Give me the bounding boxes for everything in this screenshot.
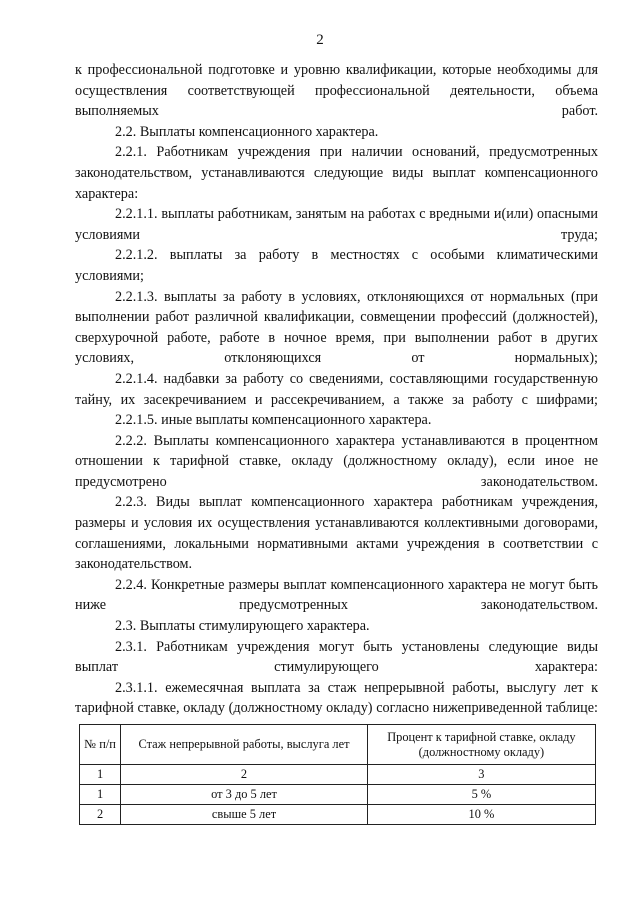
document-body (75, 60, 598, 719)
paragraph-2-3-1-1: 2.3.1.1. ежемесячная выплата за стаж непрерывной работы, выслугу лет к тарифной ставке, окладу (должностному окладу) согласно нижеприведенной таблице: (75, 679, 598, 717)
table-cell-percent: 10 % (367, 805, 595, 825)
table-cell-seniority: свыше 5 лет (121, 805, 368, 825)
table-cell-percent: 5 % (367, 785, 595, 805)
paragraph-2-2-3: 2.2.3. Виды выплат компенсационного характера работникам учреждения, размеры и условия их осуществления устанавливаются коллективными договорами, соглашениями, локальными нормативными актами учреждения в соответствии с законодательством. (75, 494, 598, 573)
paragraph-2-2-1-2: 2.2.1.2. выплаты за работу в местностях с особыми климатическими условиями; (75, 247, 598, 284)
table-row (80, 785, 596, 805)
numbering-cell: 3 (367, 765, 595, 785)
paragraph-2-2-2: 2.2.2. Выплаты компенсационного характера устанавливаются в процентном отношении к тарифной ставке, окладу (должностному окладу), если иное не предусмотрено законодательством. (75, 432, 598, 490)
section-heading-2-3: 2.3. Выплаты стимулирующего характера. (115, 618, 370, 635)
paragraph-2-3-1: 2.3.1. Работникам учреждения могут быть установлены следующие виды выплат стимулирующего характера: (75, 638, 598, 676)
paragraph-2-2-1: 2.2.1. Работникам учреждения при наличии оснований, предусмотренных законодательством, устанавливаются следующие виды выплат компенсационного характера: (75, 144, 598, 202)
section-heading-2-2: 2.2. Выплаты компенсационного характера. (115, 123, 379, 140)
header-percent: Процент к тарифной ставке, окладу (должностному окладу) (367, 725, 595, 765)
table-numbering-row (80, 765, 596, 785)
paragraph-continuation: к профессиональной подготовке и уровню квалификации, которые необходимы для осуществления соответствующей профессиональной деятельности, объема выполняемых работ. (75, 62, 598, 120)
table-cell-seniority: от 3 до 5 лет (121, 785, 368, 805)
table-header-row (80, 725, 596, 765)
table-row (80, 805, 596, 825)
numbering-cell: 1 (80, 765, 121, 785)
numbering-cell: 2 (121, 765, 368, 785)
paragraph-2-2-4: 2.2.4. Конкретные размеры выплат компенсационного характера не могут быть ниже предусмотренных законодательством. (75, 576, 598, 614)
seniority-table (79, 724, 596, 825)
header-seniority: Стаж непрерывной работы, выслуга лет (121, 725, 368, 765)
header-number: № п/п (80, 725, 121, 765)
page-number: 2 (316, 32, 324, 48)
table-cell-number: 2 (80, 805, 121, 825)
table-cell-number: 1 (80, 785, 121, 805)
paragraph-2-2-1-1: 2.2.1.1. выплаты работникам, занятым на работах с вредными и(или) опасными условиями труда; (75, 206, 598, 243)
paragraph-2-2-1-3: 2.2.1.3. выплаты за работу в условиях, отклоняющихся от нормальных (при выполнении работ различной квалификации, совмещении профессий (должностей), сверхурочной работе, работе в ночное время, при выполнении работ в других условиях, отклоняющихся от нормальных); (75, 288, 598, 367)
paragraph-2-2-1-4: 2.2.1.4. надбавки за работу со сведениями, составляющими государственную тайну, их засекречиванием и рассекречиванием, а также за работу с шифрами; (75, 370, 598, 408)
paragraph-2-2-1-5: 2.2.1.5. иные выплаты компенсационного характера. (115, 412, 432, 429)
